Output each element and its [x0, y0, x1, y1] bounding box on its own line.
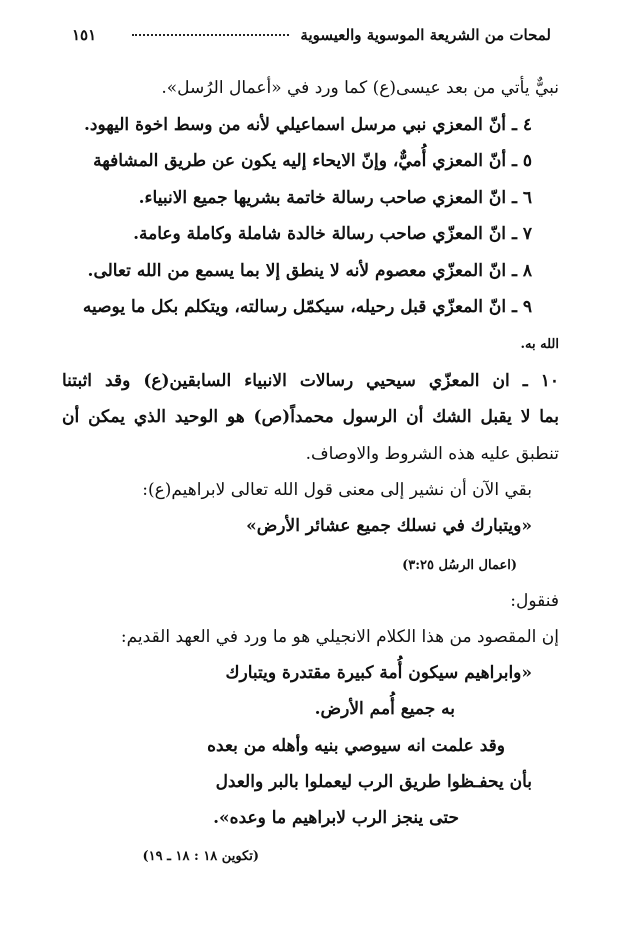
list-item-7: ٧ ـ انّ المعزّي صاحب رسالة خالدة شاملة وكاملة وعامة. [133, 224, 532, 244]
quotation-line: به جميع أُمم الأرض. [314, 699, 455, 719]
quotation-line: وقد علمت انه سيوصي بنيه وأهله من بعده [207, 736, 505, 756]
list-item-9: ٩ ـ انّ المعزّي قبل رحيله، سيكمّل رسالته، ويتكلم بكل ما يوصيه [82, 297, 532, 317]
quotation: «ويتبارك في نسلك جميع عشائر الأرض» [246, 516, 532, 536]
running-header [72, 26, 551, 52]
quotation-line: حتى ينجز الرب لابراهيم ما وعده». [213, 808, 459, 828]
quotation-line: بأن يحفـظوا طريق الرب ليعملوا بالبر والعدل [215, 772, 532, 792]
page-number: ١٥١ [72, 26, 97, 44]
list-item-8: ٨ ـ انّ المعزّي معصوم لأنه لا ينطق إلا بما يسمع من الله تعالى. [87, 261, 532, 281]
running-title: لمحات من الشريعة الموسوية والعيسوية [300, 26, 551, 44]
list-item-9-continuation: الله به. [520, 337, 559, 352]
list-item-6: ٦ ـ انّ المعزي صاحب رسالة خاتمة بشريها جميع الانبياء. [138, 188, 532, 208]
list-item-4: ٤ ـ أنّ المعزي نبي مرسل اسماعيلي لأنه من وسط اخوة اليهود. [84, 115, 532, 135]
citation: (تكوين ١٨ : ١٨ ـ ١٩) [142, 849, 259, 864]
paragraph-line: تنطبق عليه هذه الشروط والاوصاف. [305, 444, 559, 464]
list-item-5: ٥ ـ أنّ المعزي أُميٌّ، وإنّ الايحاء إليه يكون عن طريق المشافهة [93, 151, 532, 171]
quotation-line: «وابراهيم سيكون أُمة كبيرة مقتدرة ويتبارك [225, 663, 532, 683]
text-line: نبيٌّ يأتي من بعد عيسى(ع) كما ورد في «أعمال الرُسل». [161, 78, 559, 98]
paragraph-line: بما لا يقبل الشك أن الرسول محمداً(ص) هو الوحيد الذي يمكن أن [62, 407, 559, 427]
paragraph-line: إن المقصود من هذا الكلام الانجيلي هو ما ورد في العهد القديم: [120, 627, 559, 647]
list-item-10: ١٠ ـ ان المعزّي سيحيي رسالات الانبياء السابقين(ع) وقد اثبتنا [62, 371, 559, 391]
citation: (اعمال الرسُل ٣:٢٥) [402, 558, 517, 573]
paragraph-line: بقي الآن أن نشير إلى معنى قول الله تعالى لابراهيم(ع): [142, 480, 532, 500]
dotted-leader [132, 34, 289, 36]
paragraph-line: فنقول: [510, 591, 559, 611]
